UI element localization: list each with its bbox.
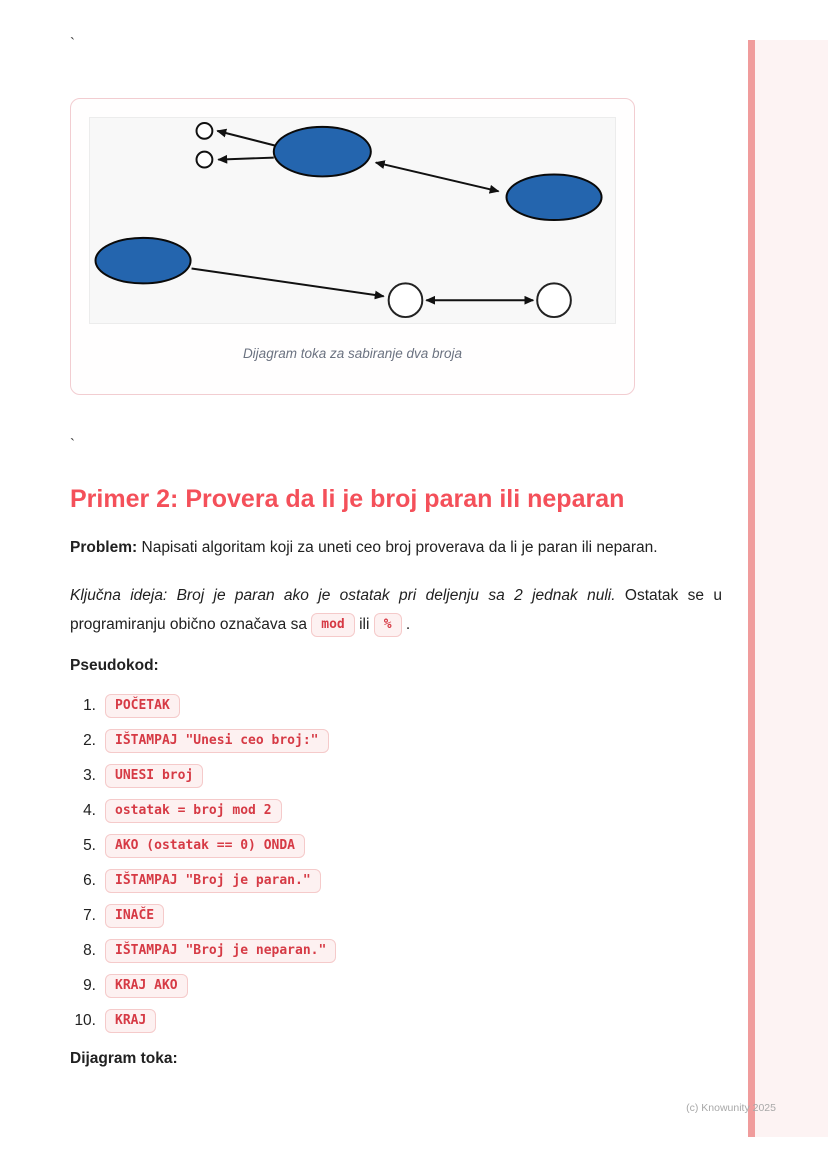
pseudocode-line: AKO (ostatak == 0) ONDA — [105, 834, 305, 858]
pseudocode-row — [70, 693, 722, 719]
stray-backtick-top: ` — [70, 35, 75, 52]
section-heading: Primer 2: Provera da li je broj paran ili neparan — [70, 485, 625, 513]
flow-circle-left — [389, 283, 423, 317]
pseudocode-label: Pseudokod: — [70, 657, 159, 674]
list-number: 1. — [83, 697, 96, 714]
pseudocode-line: KRAJ AKO — [105, 974, 188, 998]
pseudocode-row — [70, 833, 722, 859]
list-number: 8. — [83, 942, 96, 959]
pseudocode-row — [70, 903, 722, 929]
pseudocode-line: IŠTAMPAJ "Unesi ceo broj:" — [105, 729, 329, 753]
pseudocode-line: POČETAK — [105, 694, 180, 718]
idea-normal-text: Ostatak se u programiranju obično označava sa — [70, 587, 722, 633]
pseudocode-row — [70, 798, 722, 824]
flow-ellipse-left — [96, 238, 191, 284]
flow-ellipse-right — [506, 174, 601, 220]
problem-text: Napisati algoritam koji za uneti ceo broj proverava da li je paran ili neparan. — [141, 539, 658, 556]
pseudocode-row — [70, 868, 722, 894]
diagram-label: Dijagram toka: — [70, 1050, 178, 1067]
arrow-to-bottom-small-circle — [218, 158, 273, 160]
pseudocode-line: INAČE — [105, 904, 164, 928]
stray-backtick-mid: ` — [70, 436, 75, 453]
flow-ellipse-top — [274, 127, 371, 177]
idea-italic-text: Ključna ideja: Broj je paran ako je ostatak pri deljenju sa 2 jednak nuli. — [70, 587, 616, 604]
pseudocode-line: UNESI broj — [105, 764, 203, 788]
list-number: 9. — [83, 977, 96, 994]
pseudocode-line: KRAJ — [105, 1009, 156, 1033]
double-arrow-ellipse1-ellipse2 — [376, 163, 499, 192]
arrow-ellipse3-to-circle — [192, 269, 384, 297]
pseudocode-row — [70, 728, 722, 754]
pseudocode-row — [70, 938, 722, 964]
flow-small-circle-bottom — [197, 152, 213, 168]
flow-small-circle-top — [197, 123, 213, 139]
idea-connector: ili — [359, 616, 370, 633]
inline-code-percent: % — [374, 613, 402, 637]
watermark: (c) Knowunity 2025 — [686, 1102, 776, 1114]
list-number: 7. — [83, 907, 96, 924]
list-number: 3. — [83, 767, 96, 784]
figure-caption: Dijagram toka za sabiranje dva broja — [242, 346, 463, 361]
flow-circle-right — [537, 283, 571, 317]
idea-paragraph — [70, 581, 722, 639]
pseudocode-list — [70, 693, 722, 1034]
problem-label: Problem: — [70, 539, 138, 556]
list-number: 5. — [83, 837, 96, 854]
idea-terminator: . — [405, 616, 411, 633]
pseudocode-row — [70, 763, 722, 789]
pseudocode-line: IŠTAMPAJ "Broj je paran." — [105, 869, 321, 893]
pseudocode-row — [70, 973, 722, 999]
flowchart-image — [89, 117, 616, 324]
list-number: 6. — [83, 872, 96, 889]
list-number: 4. — [83, 802, 96, 819]
pseudocode-line: ostatak = broj mod 2 — [105, 799, 282, 823]
pseudocode-line: IŠTAMPAJ "Broj je neparan." — [105, 939, 336, 963]
list-number: 2. — [83, 732, 96, 749]
problem-paragraph — [70, 535, 722, 561]
list-number: 10. — [74, 1012, 96, 1029]
flowchart-figure — [70, 98, 635, 395]
inline-code-mod: mod — [311, 613, 354, 637]
arrow-to-top-small-circle — [217, 131, 275, 146]
pseudocode-row — [70, 1008, 722, 1034]
flowchart-svg — [90, 118, 615, 323]
